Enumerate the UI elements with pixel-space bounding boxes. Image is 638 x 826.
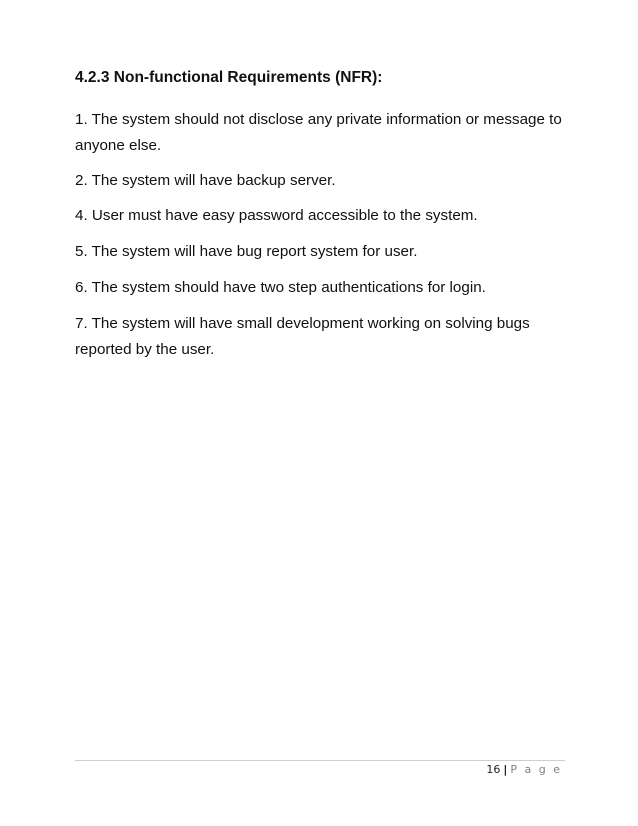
requirement-item: 7. The system will have small development working on solving bugs reported by the user. bbox=[75, 315, 530, 358]
footer-divider bbox=[75, 760, 565, 761]
page-label: P a g e bbox=[510, 763, 562, 776]
requirement-item: 5. The system will have bug report system for user. bbox=[75, 243, 418, 260]
section-heading: 4.2.3 Non-functional Requirements (NFR): bbox=[75, 69, 383, 86]
footer-separator: | bbox=[503, 763, 508, 776]
page-footer bbox=[486, 763, 562, 776]
requirement-item: 6. The system should have two step authentications for login. bbox=[75, 279, 486, 296]
requirement-item: 4. User must have easy password accessible to the system. bbox=[75, 207, 478, 224]
requirement-item: 1. The system should not disclose any private information or message to anyone else. bbox=[75, 111, 562, 154]
page-number: 16 bbox=[486, 763, 501, 776]
requirement-item: 2. The system will have backup server. bbox=[75, 172, 336, 189]
